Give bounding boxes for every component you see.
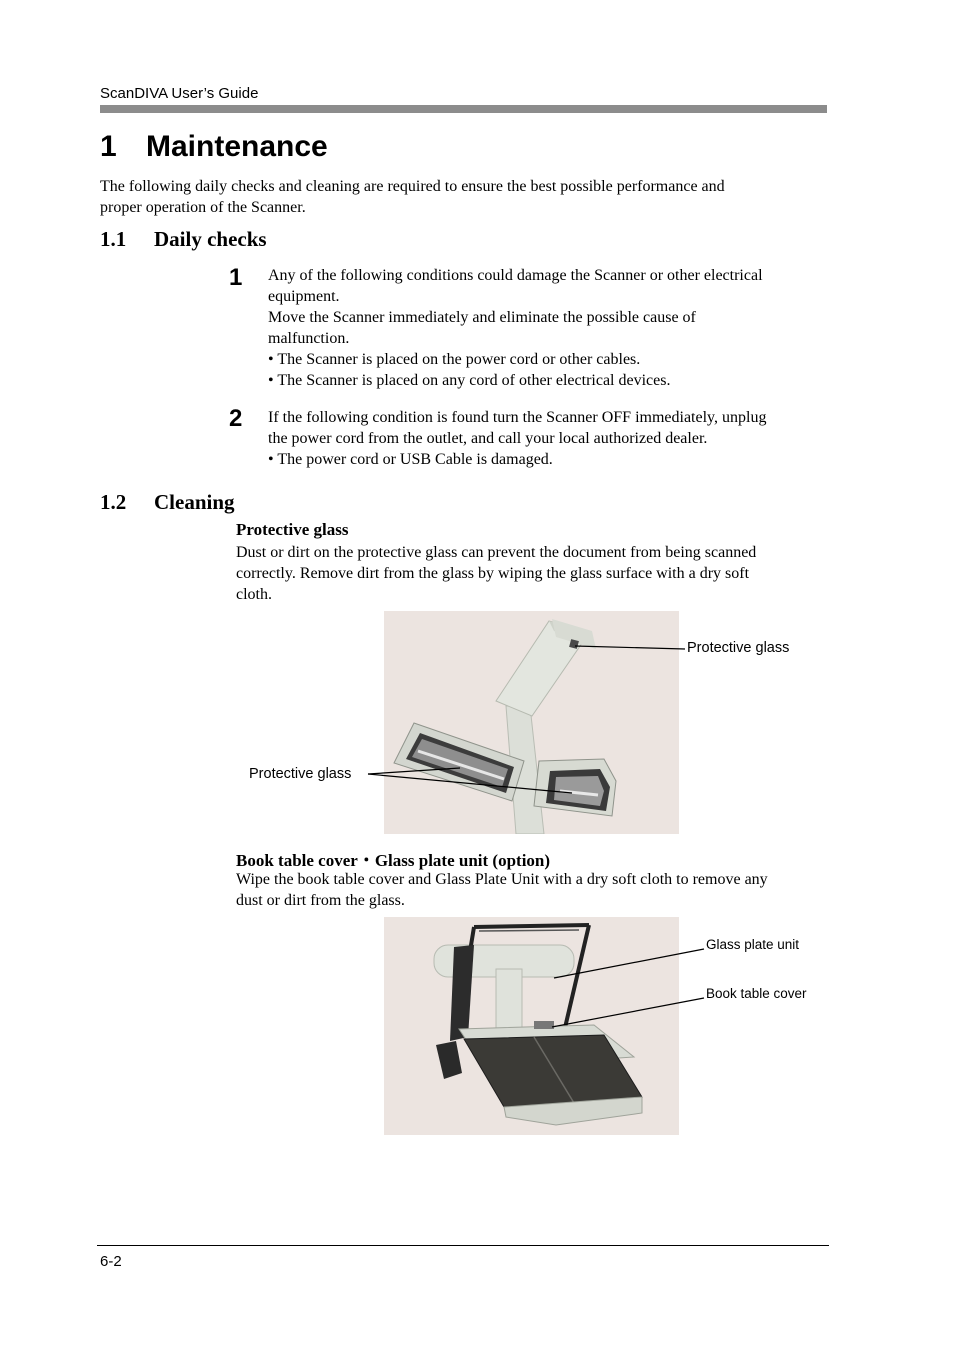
protective-glass-label-right: Protective glass: [687, 640, 790, 656]
step-line: If the following condition is found turn the Scanner OFF immediately, unplug: [268, 409, 767, 426]
subsection-heading-daily-checks: [100, 227, 267, 252]
step-line: the power cord from the outlet, and call your local authorized dealer.: [268, 430, 708, 447]
intro-line: The following daily checks and cleaning are required to ensure the best possible performance and: [100, 178, 725, 195]
body-line: cloth.: [236, 586, 272, 603]
book-table-callout-lines: [540, 935, 715, 1035]
step-bullet: • The Scanner is placed on the power cord or other cables.: [268, 351, 641, 368]
subsection-title: Cleaning: [154, 490, 235, 514]
step-bullet: • The power cord or USB Cable is damaged.: [268, 451, 553, 468]
body-line: correctly. Remove dirt from the glass by wiping the glass surface with a dry soft: [236, 565, 750, 582]
book-table-text: [236, 869, 831, 911]
step-number-2: 2: [229, 405, 243, 432]
step-line: equipment.: [268, 288, 340, 305]
glass-plate-unit-label: Glass plate unit: [706, 937, 800, 952]
step-line: Move the Scanner immediately and eliminate the possible cause of: [268, 309, 696, 326]
step-line: Any of the following conditions could damage the Scanner or other electrical: [268, 267, 763, 284]
subsection-title: Daily checks: [154, 227, 267, 251]
running-header: ScanDIVA User’s Guide: [100, 85, 259, 102]
subsection-heading-cleaning: [100, 490, 235, 515]
book-table-heading: Book table cover・Glass plate unit (option): [236, 851, 551, 870]
step-1-text: [268, 265, 828, 391]
subsection-number: 1.2: [100, 490, 127, 514]
protective-glass-callout-lines: [360, 640, 690, 800]
protective-glass-text: [236, 542, 826, 605]
section-title: Maintenance: [146, 130, 328, 163]
book-table-cover-label: Book table cover: [706, 986, 807, 1001]
footer-rule: [97, 1245, 829, 1246]
protective-glass-heading: Protective glass: [236, 520, 349, 539]
header-rule: [100, 105, 827, 113]
subsection-number: 1.1: [100, 227, 127, 251]
section-number: 1: [100, 130, 117, 163]
page-number: 6-2: [100, 1253, 122, 1270]
step-bullet: • The Scanner is placed on any cord of other electrical devices.: [268, 372, 671, 389]
body-line: Dust or dirt on the protective glass can prevent the document from being scanned: [236, 544, 757, 561]
step-number-1: 1: [229, 264, 243, 291]
intro-line: proper operation of the Scanner.: [100, 199, 306, 216]
protective-glass-label-left: Protective glass: [249, 766, 352, 782]
body-line: dust or dirt from the glass.: [236, 892, 405, 909]
section-intro: [100, 176, 725, 218]
step-line: malfunction.: [268, 330, 350, 347]
step-2-text: [268, 407, 828, 470]
section-heading: [100, 130, 328, 164]
body-line: Wipe the book table cover and Glass Plate Unit with a dry soft cloth to remove any: [236, 871, 768, 888]
